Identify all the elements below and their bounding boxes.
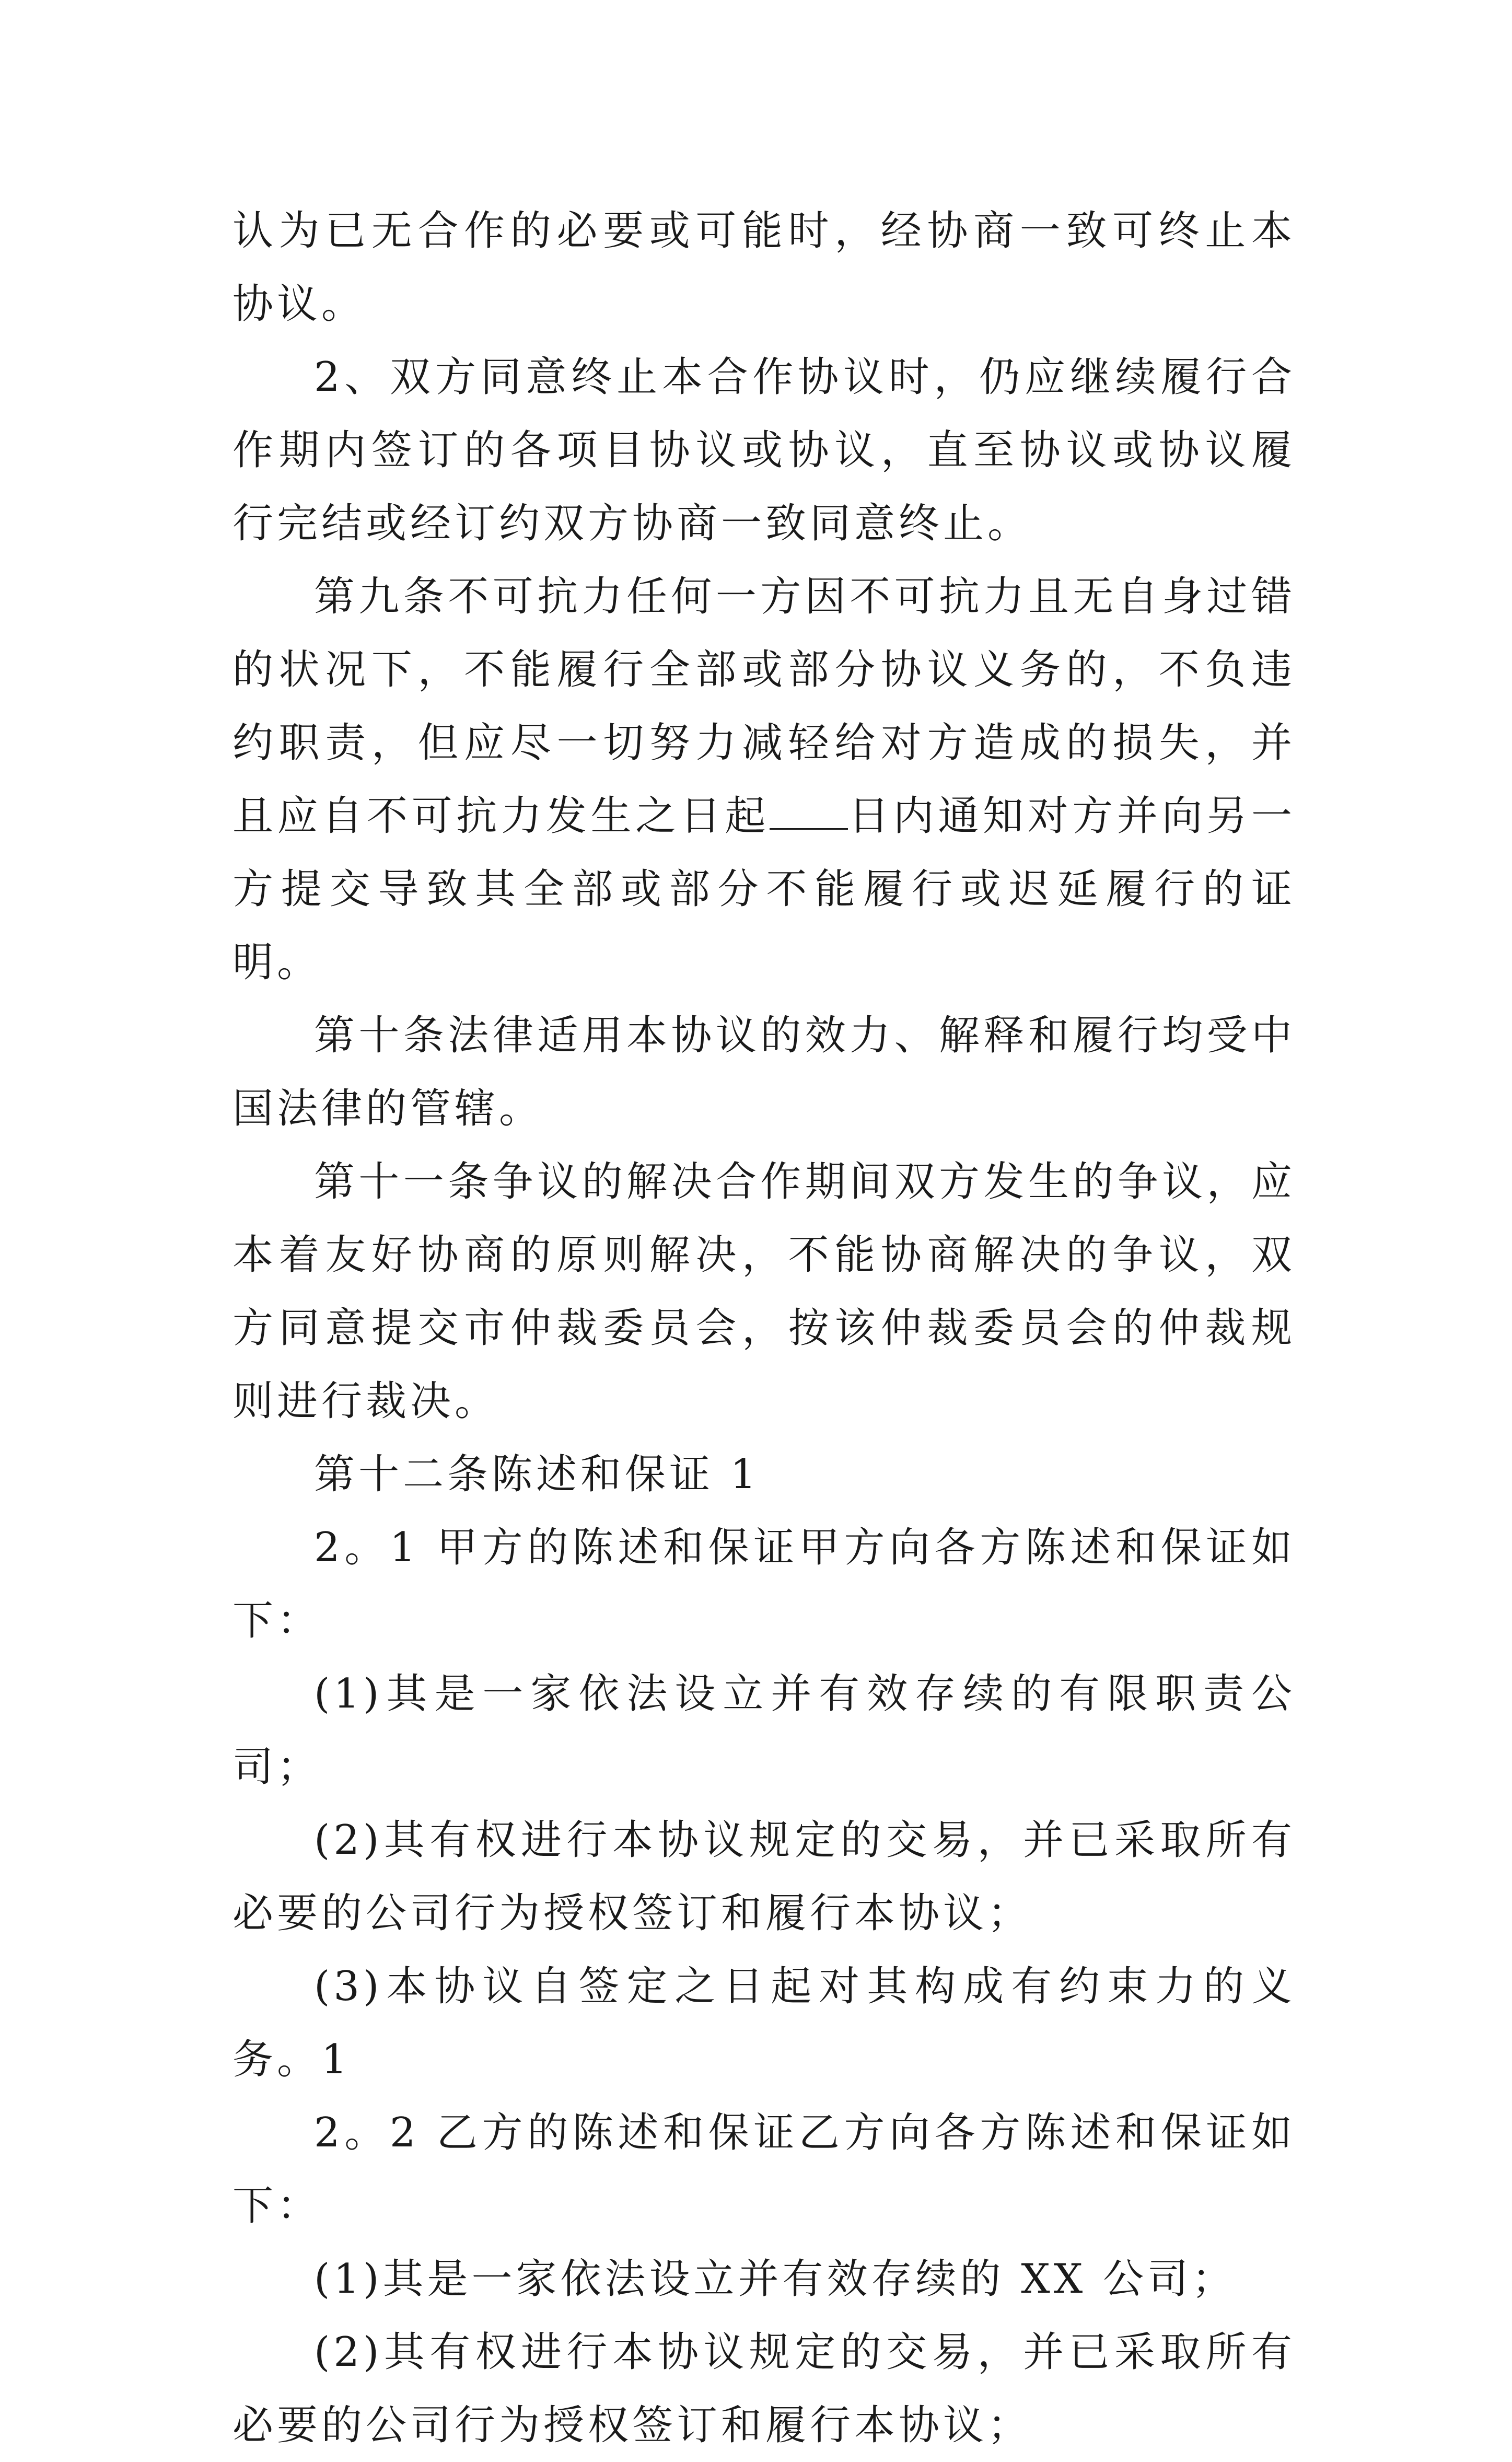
paragraph-article-12-heading: 第十二条陈述和保证 1 xyxy=(314,1451,760,1498)
document-body xyxy=(232,194,1296,2462)
paragraph-party-a-item-1: (1)其是一家依法设立并有效存续的有限职责公司； xyxy=(232,1670,1296,1791)
paragraph-article-9-force-majeure xyxy=(232,560,1296,999)
paragraph-party-b-item-2: (2)其有权进行本协议规定的交易，并已采取所有必要的公司行为授权签订和履行本协议； xyxy=(232,2329,1296,2449)
article-9-text-before-blank: 第九条不可抗力任何一方因不可抗力且无自身过错的状况下，不能履行全部或部分协议义务的，不负违约职责，但应尽一切努力减轻给对方造成的损失，并且应自不可抗力发生之日起 xyxy=(232,573,1296,840)
fill-in-blank-days xyxy=(770,797,848,830)
article-9-text-after-blank: 日内通知对方并向另一方提交导致其全部或部分不能履行或迟延履行的证明。 xyxy=(232,793,1296,986)
paragraph-termination-clause-2: 2、双方同意终止本合作协议时，仍应继续履行合作期内签订的各项目协议或协议，直至协议或协议履行完结或经订约双方协商一致同意终止。 xyxy=(232,354,1296,547)
paragraph-party-a-item-2: (2)其有权进行本协议规定的交易，并已采取所有必要的公司行为授权签订和履行本协议； xyxy=(232,1817,1296,1937)
paragraph-party-b-item-1: (1)其是一家依法设立并有效存续的 XX 公司； xyxy=(314,2256,1237,2303)
paragraph-party-a-item-3: (3)本协议自签定之日起对其构成有约束力的义务。1 xyxy=(232,1963,1296,2083)
paragraph-termination-condition: 认为已无合作的必要或可能时，经协商一致可终止本协议。 xyxy=(232,207,1296,328)
paragraph-party-b-representations: 2。2 乙方的陈述和保证乙方向各方陈述和保证如下： xyxy=(232,2109,1296,2229)
paragraph-article-11-dispute-resolution: 第十一条争议的解决合作期间双方发生的争议，应本着友好协商的原则解决，不能协商解决的争议，双方同意提交市仲裁委员会，按该仲裁委员会的仲裁规则进行裁决。 xyxy=(232,1158,1296,1425)
paragraph-party-a-representations: 2。1 甲方的陈述和保证甲方向各方陈述和保证如下： xyxy=(232,1524,1296,1644)
paragraph-article-10-governing-law: 第十条法律适用本协议的效力、解释和履行均受中国法律的管辖。 xyxy=(232,1012,1296,1132)
